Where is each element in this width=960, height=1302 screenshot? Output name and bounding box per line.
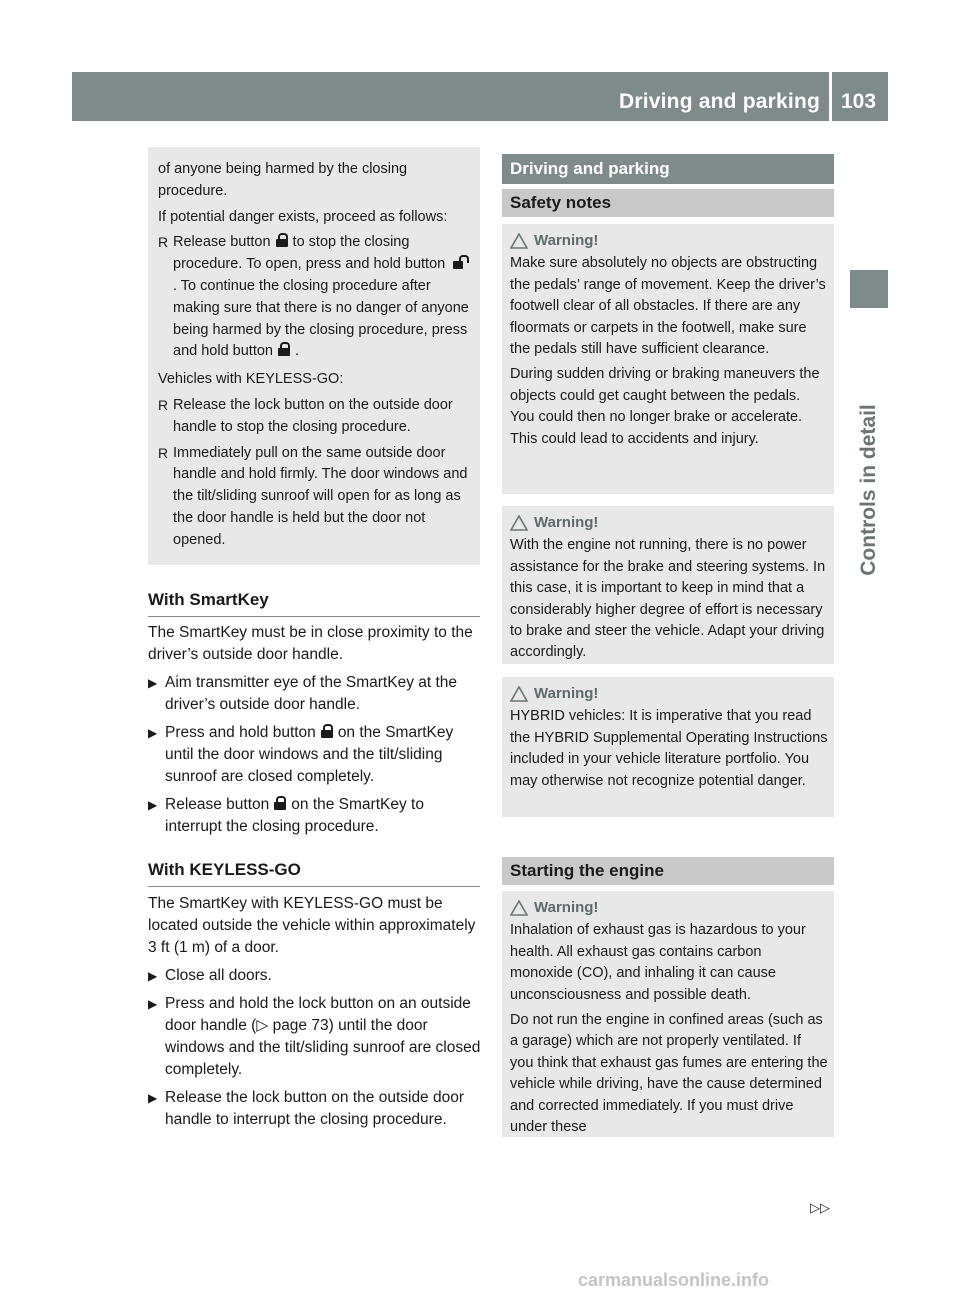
warning-title: Warning! — [534, 232, 599, 249]
lock-icon — [277, 342, 291, 357]
step-arrow-icon: ▶ — [148, 997, 158, 1011]
warning-icon — [510, 233, 528, 249]
lock-icon — [320, 724, 334, 739]
subsection-safety-notes: Safety notes — [502, 189, 834, 217]
warning-box — [502, 506, 834, 664]
lock-icon — [275, 233, 289, 248]
subsection-starting-engine: Starting the engine — [502, 857, 834, 885]
warning-icon — [510, 686, 528, 702]
warning-title: Warning! — [534, 685, 599, 702]
list-item: ▶ Release button on the SmartKey to interrupt the closing procedure. — [148, 794, 482, 838]
list-item: ▶ Close all doors. — [148, 965, 482, 987]
paragraph: During sudden driving or braking maneuvers the objects could get caught between the pedals. You could then no longer brake or accelerate. This could lead to accidents and injury. — [510, 366, 820, 447]
chapter-tab — [850, 270, 888, 308]
paragraph: Vehicles with KEYLESS-GO: — [158, 371, 344, 388]
page-title: Driving and parking — [619, 90, 820, 113]
continue-icon: ▷▷ — [810, 1200, 830, 1215]
paragraph: The SmartKey must be in close proximity to the driver’s outside door handle. — [148, 624, 473, 663]
list-item: R Immediately pull on the same outside door handle and hold firmly. The door windows and the tilt/sliding sunroof will open for as long as the door handle is held but the door not opened. — [158, 443, 472, 552]
bullet-icon: R — [158, 444, 169, 461]
footer-watermark: carmanualsonline.info — [578, 1270, 770, 1290]
paragraph: Inhalation of exhaust gas is hazardous to your health. All exhaust gas contains carbon monoxide (CO), and inhaling it can cause unconsciousness and possible death. — [510, 922, 806, 1003]
step-arrow-icon: ▶ — [148, 1091, 158, 1105]
list-item: ▶ Aim transmitter eye of the SmartKey at the driver’s outside door handle. — [148, 672, 482, 716]
warning-box — [502, 677, 834, 817]
chapter-label: Controls in detail — [857, 404, 880, 576]
step-arrow-icon: ▶ — [148, 676, 158, 690]
smartkey-heading: With SmartKey — [148, 590, 480, 617]
list-item: ▶ Release the lock button on the outside door handle to interrupt the closing procedure. — [148, 1087, 482, 1131]
warning-box — [502, 891, 834, 1137]
bullet-icon: R — [158, 234, 169, 251]
warning-box — [502, 224, 834, 494]
header-divider — [829, 72, 832, 121]
smartkey-section — [148, 622, 482, 838]
warning-icon — [510, 515, 528, 531]
warning-title: Warning! — [534, 514, 599, 531]
step-arrow-icon: ▶ — [148, 969, 158, 983]
paragraph: The SmartKey with KEYLESS-GO must be located outside the vehicle within approximately 3 ft (1 m) of a door. — [148, 895, 476, 956]
list-item: ▶ Press and hold the lock button on an outside door handle (▷ page 73) until the door windows and the tilt/sliding sunroof are closed completely. — [148, 993, 482, 1081]
lock-icon — [273, 796, 287, 811]
list-item: R Release button to stop the closing procedure. To open, press and hold button . To continue the closing procedure after making sure that there is no danger of anyone being harmed by the closing procedure, press and hold button . — [158, 232, 472, 363]
paragraph: With the engine not running, there is no power assistance for the brake and steering systems. In this case, it is important to keep in mind that a considerably higher degree of effort is necessary to brake and steer the vehicle. Adapt your driving accordingly. — [510, 537, 826, 661]
bullet-icon: R — [158, 396, 169, 413]
warning-title: Warning! — [534, 899, 599, 916]
paragraph: If potential danger exists, proceed as follows: — [158, 208, 448, 225]
step-arrow-icon: ▶ — [148, 798, 158, 812]
paragraph: Make sure absolutely no objects are obstructing the pedals’ range of movement. Keep the driver’s footwell clear of all obstacles. If there are any floormats or carpets in the footwell, make sure the pedals still have sufficient clearance. — [510, 255, 826, 358]
paragraph: HYBRID vehicles: It is imperative that you read the HYBRID Supplemental Operating Instructions included in your vehicle literature portfolio. You may otherwise not recognize potential danger. — [510, 708, 828, 789]
keyless-section — [148, 893, 482, 1131]
list-item: R Release the lock button on the outside door handle to stop the closing procedure. — [158, 395, 472, 439]
paragraph: Do not run the engine in confined areas (such as a garage) which are not properly ventilated. If you think that exhaust gas fumes are entering the vehicle while driving, have the cause determined and corrected immediately. If you must drive under these — [510, 1012, 828, 1136]
step-arrow-icon: ▶ — [148, 726, 158, 740]
warning-icon — [510, 900, 528, 916]
unlock-icon — [453, 255, 467, 270]
page-number: 103 — [841, 90, 877, 113]
paragraph: of anyone being harmed by the closing procedure. — [158, 161, 408, 199]
keyless-heading: With KEYLESS-GO — [148, 860, 480, 887]
section-title: Driving and parking — [502, 154, 834, 184]
sunroof-closing-box — [148, 147, 480, 565]
list-item: ▶ Press and hold button on the SmartKey until the door windows and the tilt/sliding sunroof are closed completely. — [148, 722, 482, 788]
